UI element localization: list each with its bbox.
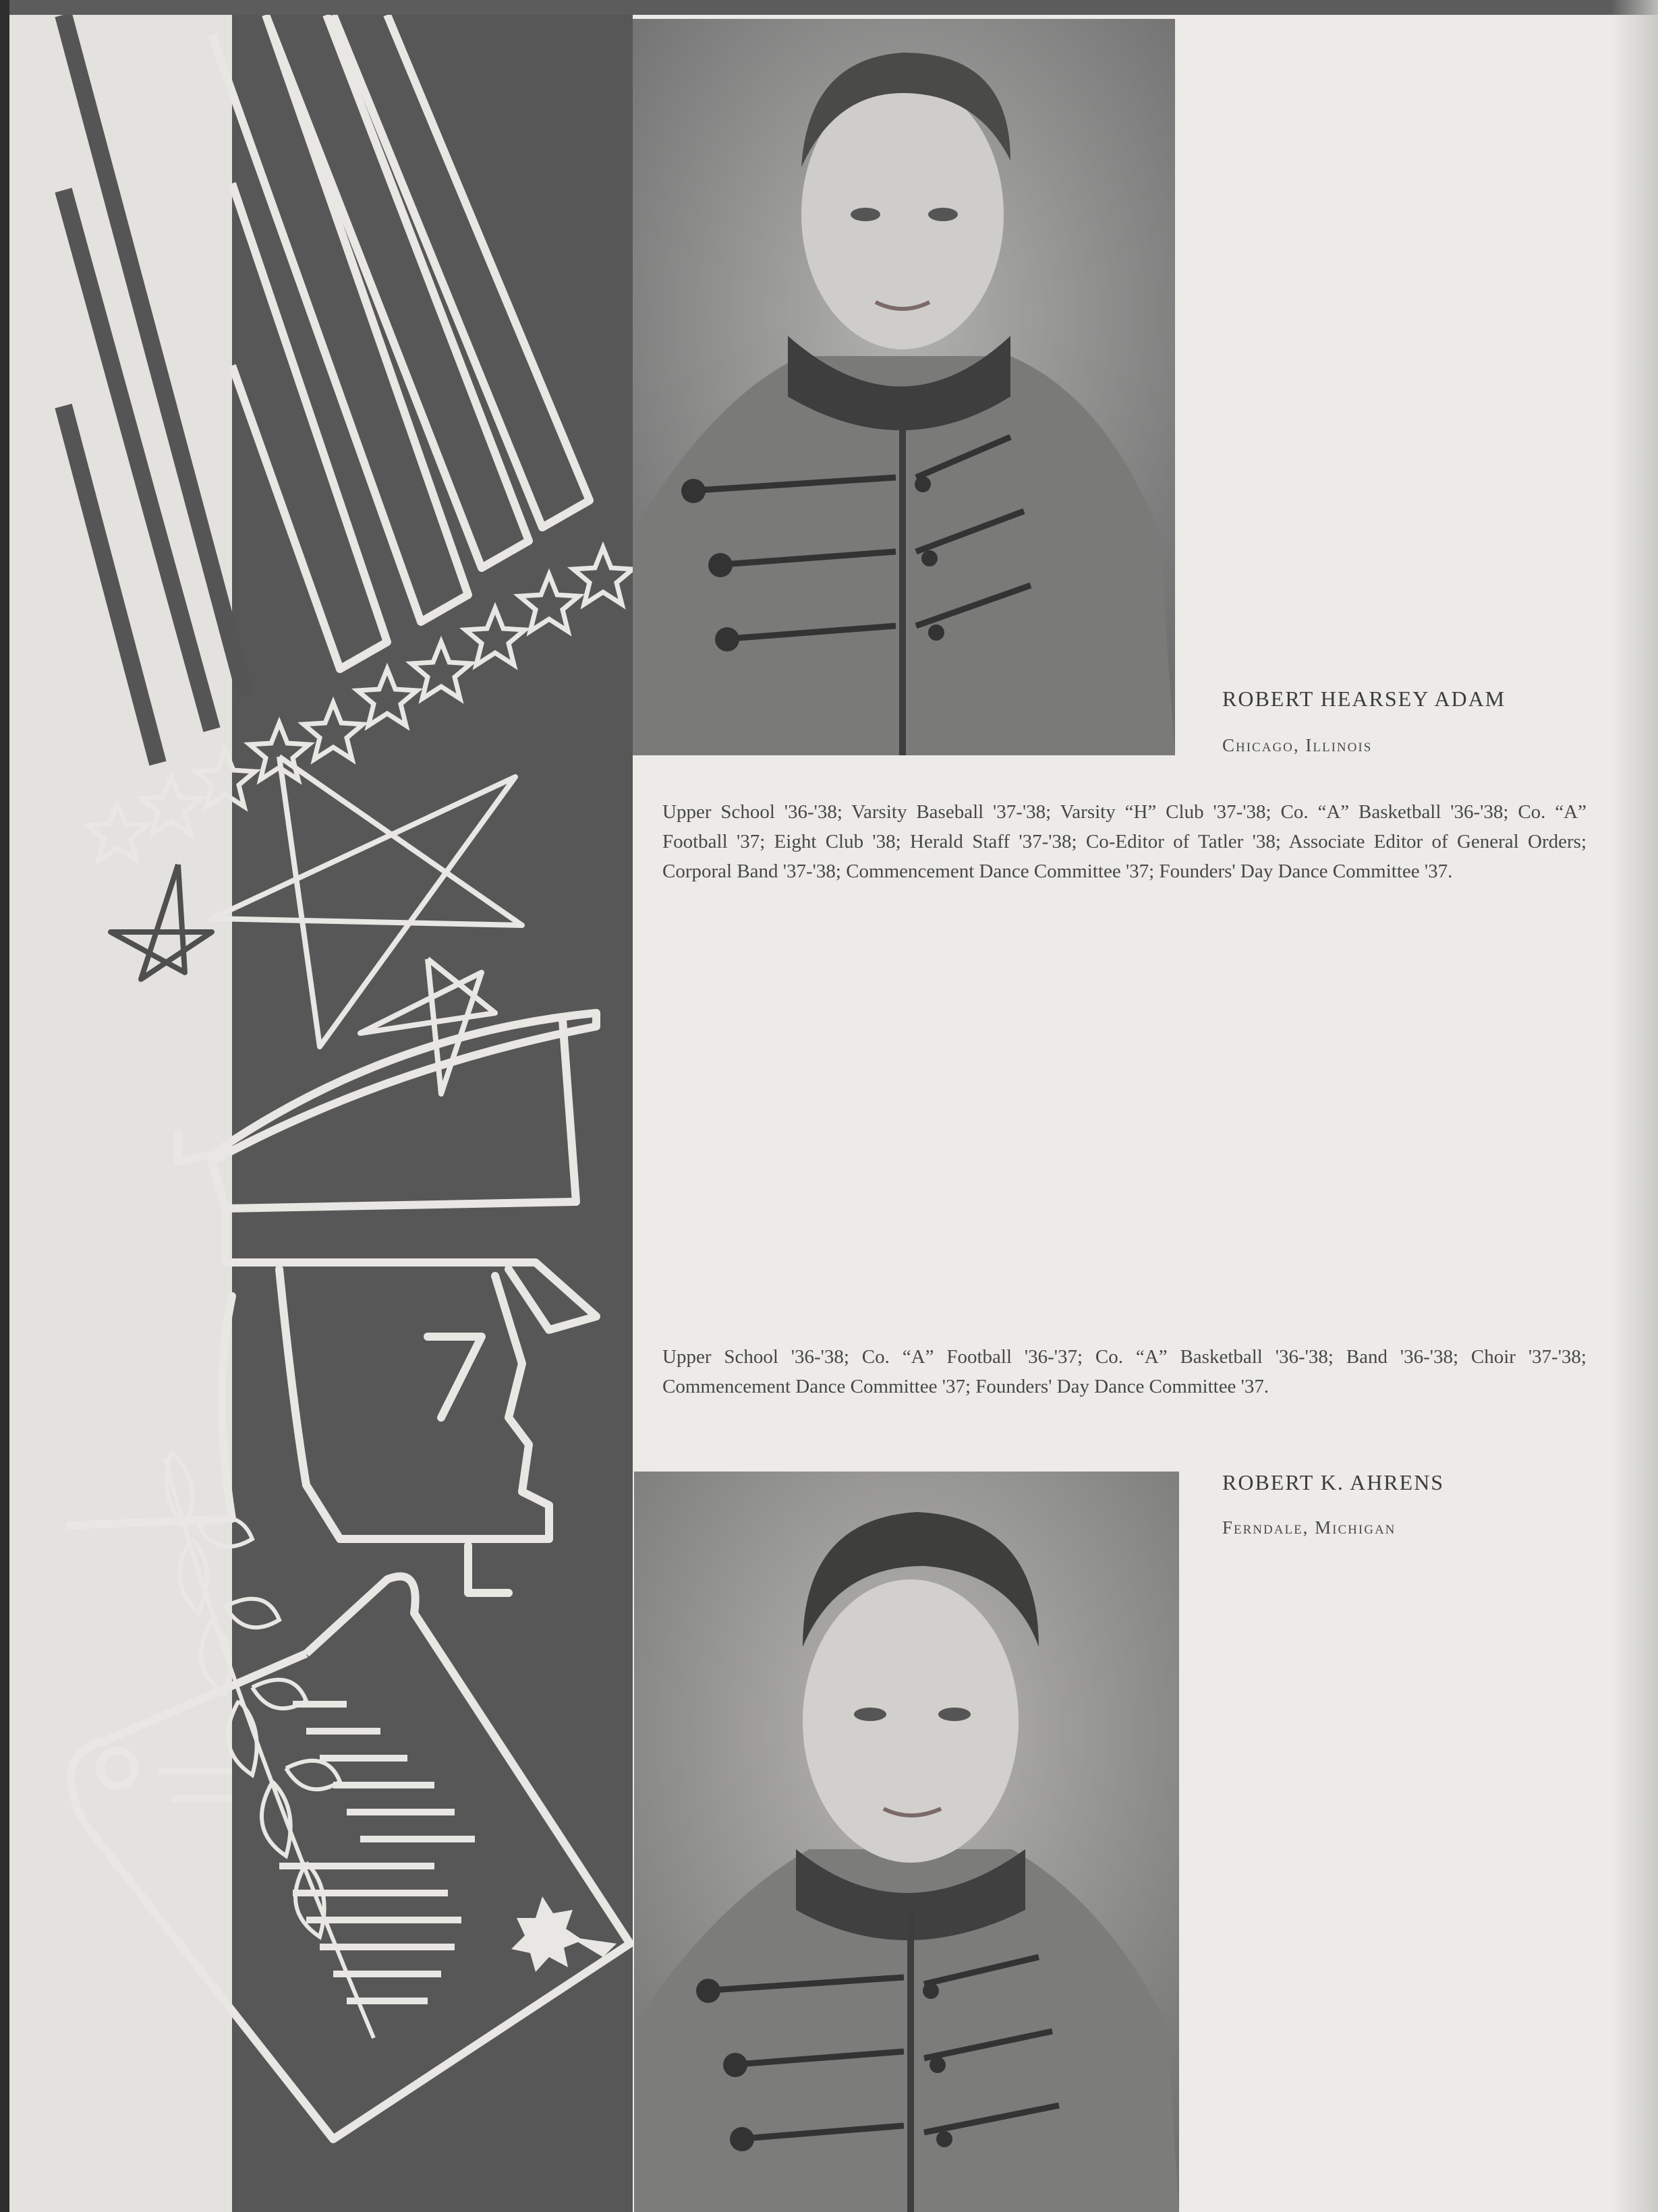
entry-activities: Upper School '36-'38; Varsity Baseball '37-'38; Varsity “H” Club '37-'38; Co. “A” Basketball '36-'38; Co. “A” Football '37; Eight Club '38; Herald Staff '37-'38; Co-Editor of Tatler '38; Associate Editor of General Orders; Corporal Band '37-'38; Commencement Dance Committee '37; Founders' Day Dance Committee '37. <box>662 801 1586 882</box>
page-binding-edge <box>0 0 9 2212</box>
entry-activities: Upper School '36-'38; Co. “A” Football '36-'37; Co. “A” Basketball '36-'38; Band '36-'38; Choir '37-'38; Commencement Dance Committee '37; Founders' Day Dance Committee '37. <box>662 1346 1586 1397</box>
entry-location: Ferndale, Michigan <box>1222 1517 1396 1538</box>
decorative-panel <box>9 15 633 2212</box>
page-right-shadow <box>1611 0 1658 2212</box>
page-top-edge <box>0 0 1658 15</box>
portrait-photo <box>633 19 1175 755</box>
entry-location: Chicago, Illinois <box>1222 735 1373 755</box>
entry-name: ROBERT HEARSEY ADAM <box>1222 687 1506 711</box>
entry-name: ROBERT K. AHRENS <box>1222 1470 1445 1494</box>
portrait-photo <box>634 1472 1179 2212</box>
